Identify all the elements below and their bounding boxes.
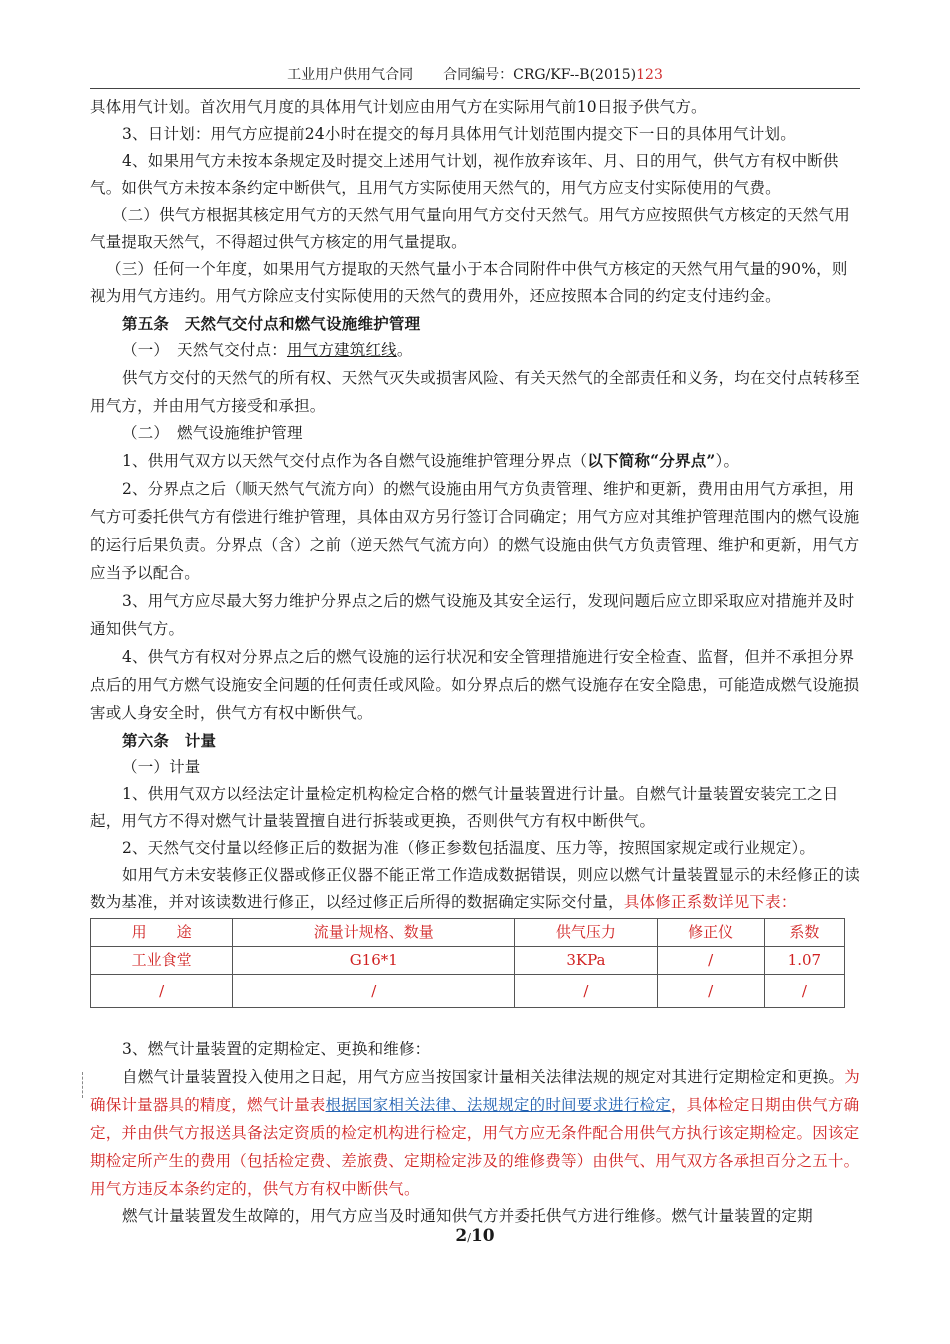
delivery-point-label: （一） 天然气交付点： — [122, 341, 287, 359]
table-cell: 工业食堂 — [91, 947, 233, 975]
blank-line — [90, 1008, 860, 1036]
paragraph: 供气方交付的天然气的所有权、天然气灭失或损害风险、有关天然气的全部责任和义务，均在交付点转移至用气方，并由用气方接受和承担。 — [90, 369, 860, 415]
table-cell: / — [657, 975, 764, 1008]
table-header: 修正仪 — [657, 919, 764, 947]
paragraph: 3、燃气计量装置的定期检定、更换和维修： — [122, 1040, 431, 1058]
paragraph: （三）任何一个年度，如果用气方提取的天然气量小于本合同附件中供气方核定的天然气用气量的90%，则视为用气方违约。用气方除应支付实际使用的天然气的费用外，还应按照本合同的约定支付违约金。 — [90, 260, 848, 305]
paragraph: 2、分界点之后（顺天然气气流方向）的燃气设施由用气方负责管理、维护和更新，费用由用气方承担，用气方可委托供气方有偿进行维护管理，具体由双方另行签订合同确定；用气方应对其维护管理范围内的燃气设施的运行后果负责。分界点（含）之前（逆天然气气流方向）的燃气设施由供气方负责管理、维护和更新，用气方应当予以配合。 — [90, 480, 860, 582]
contract-number-suffix: 123 — [636, 67, 663, 83]
article-5-heading: 第五条 天然气交付点和燃气设施维护管理 — [122, 314, 421, 333]
red-text: 具体修正系数详见下表： — [623, 893, 797, 911]
red-text: 为确保计量器具的精度，燃气计量表 — [90, 1068, 860, 1114]
change-bar — [82, 1072, 84, 1098]
red-text: ，具体检定日期由供气方确定，并由供气方报送具备法定资质的检定机构进行检定，用气方应无条件配合用供气方执行该定期检定。因该定期检定所产生的费用（包括检定费、差旅费、定期检定涉及的维修费等）由供气、用气双方各承担百分之五十。用气方违反本条约定的，供气方有权中断供气。 — [90, 1096, 860, 1198]
paragraph: （一）计量 — [122, 758, 201, 776]
table-header: 用 途 — [91, 919, 233, 947]
page-header — [90, 62, 860, 89]
paragraph — [90, 862, 860, 916]
paragraph: 具体用气计划。首次用气月度的具体用气计划应由用气方在实际用气前10日报予供气方。 — [90, 98, 707, 116]
page-number: 2 — [455, 1226, 468, 1246]
table-header: 供气压力 — [515, 919, 657, 947]
correction-table — [90, 918, 845, 1008]
paragraph — [90, 337, 860, 364]
table-cell: / — [91, 975, 233, 1008]
text-run: ）。 — [715, 452, 740, 470]
delivery-point-value: 用气方建筑红线 — [286, 341, 397, 359]
table-cell: / — [515, 975, 657, 1008]
page-footer — [0, 1226, 950, 1246]
paragraph: 3、用气方应尽最大努力维护分界点之后的燃气设施及其安全运行，发现问题后应立即采取应对措施并及时通知供气方。 — [90, 592, 855, 638]
table-cell: / — [764, 975, 844, 1008]
paragraph: 4、如果用气方未按本条规定及时提交上述用气计划，视作放弃该年、月、日的用气，供气方有权中断供气。如供气方未按本条约定中断供气，且用气方实际使用天然气的，用气方应支付实际使用的气费。 — [90, 152, 839, 197]
page-total: 10 — [470, 1226, 495, 1246]
header-title: 工业用户供用气合同 — [287, 67, 414, 83]
table-header: 流量计规格、数量 — [233, 919, 515, 947]
paragraph: （二）供气方根据其核定用气方的天然气用气量向用气方交付天然气。用气方应按照供气方核定的天然气用气量提取天然气，不得超过供气方核定的用气量提取。 — [90, 206, 850, 251]
paragraph: 3、日计划：用气方应提前24小时在提交的每月具体用气计划范围内提交下一日的具体用气计划。 — [122, 125, 796, 143]
defined-term: 以下简称“分界点” — [587, 451, 716, 470]
article-6-heading: 第六条 计量 — [122, 731, 217, 750]
page-separator: / — [467, 1231, 471, 1244]
text-run: 自燃气计量装置投入使用之日起，用气方应当按国家计量相关法律法规的规定对其进行定期检定和更换。 — [122, 1068, 845, 1086]
paragraph — [90, 447, 860, 475]
document-body — [90, 94, 860, 1230]
text-run: 1、供用气双方以天然气交付点作为各自燃气设施维护管理分界点（ — [122, 452, 588, 470]
text-run: 如用气方未安装修正仪器或修正仪器不能正常工作造成数据错误，则应以燃气计量装置显示的未经修正的读数为基准，并对该读数进行修正，以经过修正后所得的数据确定实际交付量， — [90, 866, 860, 911]
paragraph: （二） 燃气设施维护管理 — [122, 424, 303, 442]
contract-number: 合同编号：CRG/KF--B(2015) — [443, 67, 637, 83]
paragraph — [90, 1063, 860, 1203]
underlined-link-text[interactable]: 根据国家相关法律、法规规定的时间要求进行检定 — [325, 1096, 671, 1114]
table-header-row — [91, 919, 845, 947]
table-cell: 1.07 — [764, 947, 844, 975]
paragraph: 燃气计量装置发生故障的，用气方应当及时通知供气方并委托供气方进行维修。燃气计量装置的定期 — [122, 1207, 813, 1225]
table-row — [91, 975, 845, 1008]
table-cell: G16*1 — [233, 947, 515, 975]
table-row — [91, 947, 845, 975]
table-cell: 3KPa — [515, 947, 657, 975]
table-header: 系数 — [764, 919, 844, 947]
paragraph: 2、天然气交付量以经修正后的数据为准（修正参数包括温度、压力等，按照国家规定或行业规定）。 — [122, 839, 816, 857]
punctuation: 。 — [396, 341, 413, 359]
paragraph: 4、供气方有权对分界点之后的燃气设施的运行状况和安全管理措施进行安全检查、监督，但并不承担分界点后的用气方燃气设施安全问题的任何责任或风险。如分界点后的燃气设施存在安全隐患，可能造成燃气设施损害或人身安全时，供气方有权中断供气。 — [90, 648, 860, 722]
table-cell: / — [233, 975, 515, 1008]
table-cell: / — [657, 947, 764, 975]
paragraph: 1、供用气双方以经法定计量检定机构检定合格的燃气计量装置进行计量。自燃气计量装置安装完工之日起，用气方不得对燃气计量装置擅自进行拆装或更换，否则供气方有权中断供气。 — [90, 785, 839, 830]
